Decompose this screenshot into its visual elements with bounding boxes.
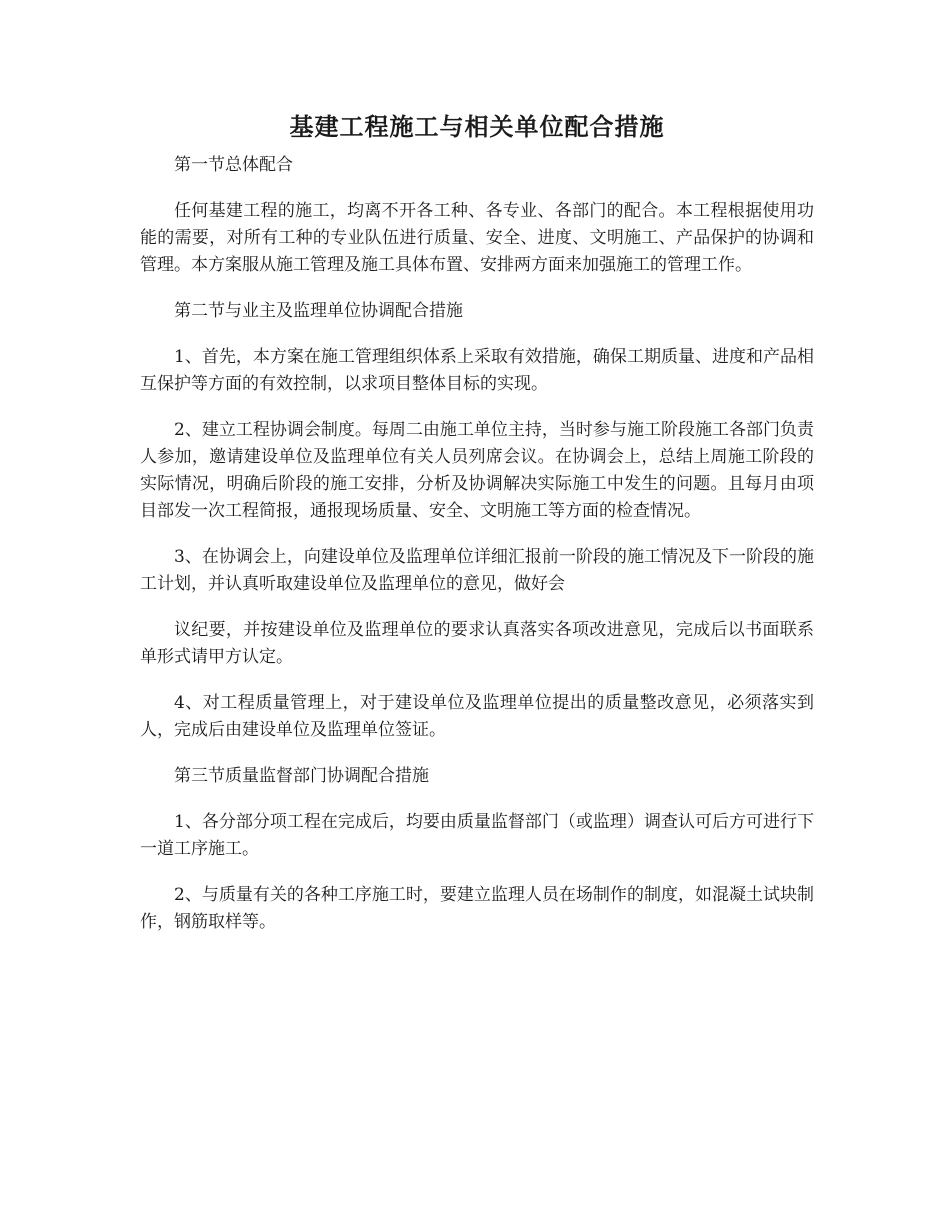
section-heading-2: 第二节与业主及监理单位协调配合措施 [174,301,463,321]
paragraph: 任何基建工程的施工，均离不开各工种、各专业、各部门的配合。本工程根据使用功能的需要，对所有工种的专业队伍进行质量、安全、进度、文明施工、产品保护的协调和管理。本方案服从施工管理及施工具体布置、安排两方面来加强施工的管理工作。 [140,201,814,275]
paragraph: 4、对工程质量管理上，对于建设单位及监理单位提出的质量整改意见，必须落实到人，完成后由建设单位及监理单位签证。 [140,693,814,740]
document-title: 基建工程施工与相关单位配合措施 [289,112,665,141]
paragraph: 2、与质量有关的各种工序施工时，要建立监理人员在场制作的制度，如混凝土试块制作，钢筋取样等。 [140,885,814,932]
section-heading-1: 第一节总体配合 [174,155,293,175]
paragraph: 2、建立工程协调会制度。每周二由施工单位主持，当时参与施工阶段施工各部门负责人参加，邀请建设单位及监理单位有关人员列席会议。在协调会上，总结上周施工阶段的实际情况，明确后阶段的施工安排，分析及协调解决实际施工中发生的问题。且每月由项目部发一次工程简报，通报现场质量、安全、文明施工等方面的检查情况。 [140,420,814,521]
paragraph: 1、各分部分项工程在完成后，均要由质量监督部门（或监理）调查认可后方可进行下一道工序施工。 [140,812,814,859]
paragraph: 1、首先，本方案在施工管理组织体系上采取有效措施，确保工期质量、进度和产品相互保护等方面的有效控制，以求项目整体目标的实现。 [140,347,814,394]
paragraph: 议纪要，并按建设单位及监理单位的要求认真落实各项改进意见，完成后以书面联系单形式请甲方认定。 [140,620,814,667]
paragraph: 3、在协调会上，向建设单位及监理单位详细汇报前一阶段的施工情况及下一阶段的施工计划，并认真听取建设单位及监理单位的意见，做好会 [140,547,814,594]
section-heading-3: 第三节质量监督部门协调配合措施 [174,766,429,786]
